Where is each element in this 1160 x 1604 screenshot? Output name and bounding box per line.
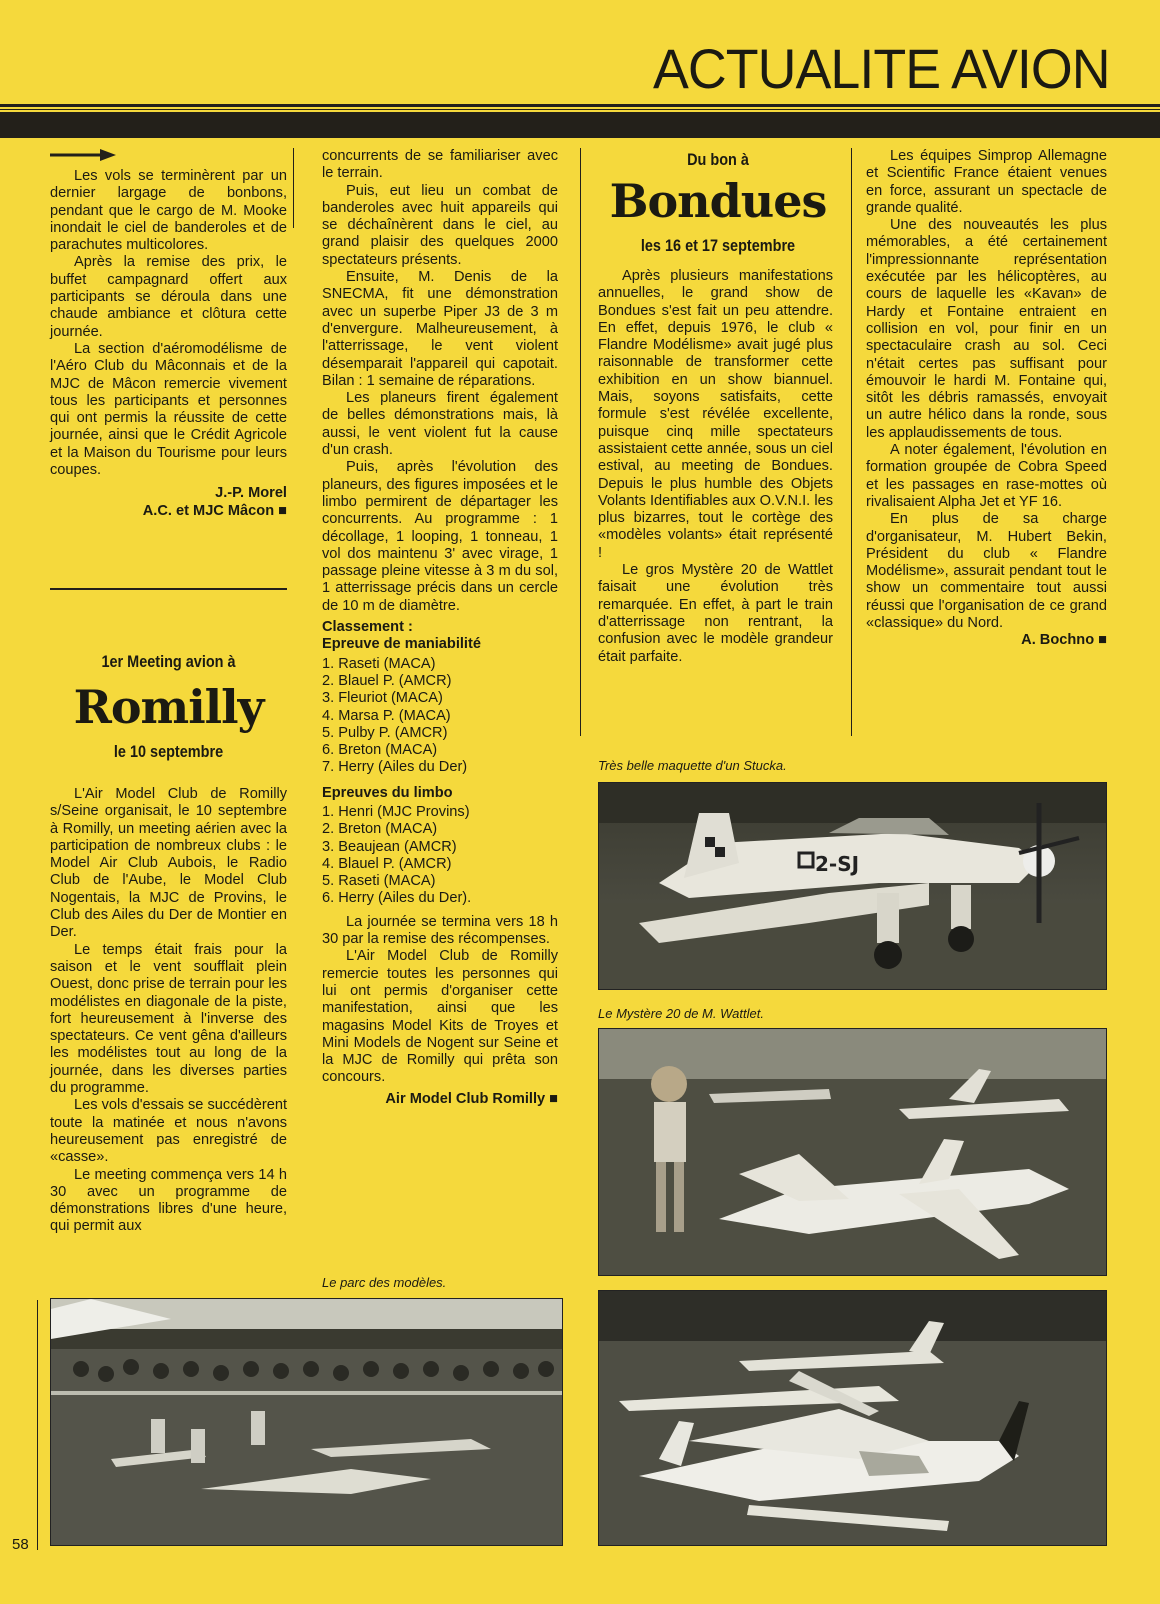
- paragraph: Les vols d'essais se succédèrent toute la matinée et nous n'avons heureusement pas enregistré de «casse».: [50, 1097, 287, 1166]
- classement-heading: Classement :: [322, 619, 413, 636]
- list-item: 4. Blauel P. (AMCR): [322, 855, 452, 872]
- header-rule-thin-2: [0, 109, 1160, 110]
- list-item: 6. Breton (MACA): [322, 742, 438, 759]
- limbo-results: [322, 804, 558, 908]
- romilly-article-continued: [322, 148, 558, 1108]
- parc-photo: [50, 1298, 563, 1546]
- mystere-photo: [598, 1028, 1107, 1276]
- bondues-kicker: Du bon à: [687, 150, 749, 169]
- column-divider-3: [851, 148, 852, 736]
- header-rule-thin: [0, 104, 1160, 107]
- club-signature: A.C. et MJC Mâcon ■: [142, 502, 287, 519]
- paragraph: Une des nouveautés les plus mémorables, a été certainement l'impressionnante représentation exécutée par les hélicoptères, au cours de laquelle les «Kavan» de Hardy et Fontaine entraient en collision en vol, pour finir en un spectaculaire crash au sol. Ceci n'était certes pas suffisant pour émouvoir le hardi M. Fontaine qui, sitôt les débris ramassés, envoyait un autre hélico dans la ronde, sous les applaudissements de tous.: [866, 217, 1107, 441]
- stuka-code: 2-SJ: [815, 852, 860, 876]
- romilly-article: [50, 786, 287, 1236]
- paragraph: Les planeurs firent également de belles démonstrations mais, là aussi, le vent violent fut la cause d'un crash.: [322, 390, 558, 459]
- paragraph: Les vols se terminèrent par un dernier largage de bonbons, pendant que le cargo de M. Mooke inondait le ciel de banderoles et de parachutes multicolores.: [50, 168, 287, 254]
- maniabilite-heading: Epreuve de maniabilité: [322, 636, 481, 653]
- caption-mystere: Le Mystère 20 de M. Wattlet.: [598, 1006, 764, 1021]
- paragraph: A noter également, l'évolution en formation groupée de Cobra Speed et les passages en rase-mottes où rivalisaient Alpha Jet et YF 16.: [866, 442, 1107, 510]
- list-item: 3. Beaujean (AMCR): [322, 838, 457, 855]
- list-item: 2. Breton (MACA): [322, 821, 438, 838]
- list-item: 5. Raseti (MACA): [322, 873, 436, 890]
- list-item: 2. Blauel P. (AMCR): [322, 672, 452, 689]
- paragraph: Après la remise des prix, le buffet campagnard offert aux participants se déroula dans une chaude ambiance et clôtura cette journée.: [50, 254, 287, 340]
- paragraph: En plus de sa charge d'organisateur, M. Hubert Bekin, Président du club « Flandre Modélisme», assurait pendant tout le show un commentaire tout aussi réussi que l'organisation de ce grand «classique» du Nord.: [866, 511, 1107, 632]
- list-item: 7. Herry (Ailes du Der): [322, 759, 468, 776]
- bondues-date: les 16 et 17 septembre: [640, 236, 796, 255]
- list-item: 1. Henri (MJC Provins): [322, 803, 470, 820]
- stuka-photo: [598, 782, 1107, 990]
- maniabilite-results: [322, 656, 558, 777]
- macon-article-end: [50, 168, 287, 520]
- romilly-kicker: 1er Meeting avion à: [101, 652, 236, 671]
- page-number: 58: [12, 1536, 29, 1553]
- paragraph: Puis, après l'évolution des planeurs, des figures imposées et le limbo permirent de départager les concurrents. Au programme : 1 décollage, 1 looping, 1 tonneau, 1 vol dos maintenu 3' avec virage, 1 passage pleine vitesse à 3 m du sol, 1 atterrissage précis dans un cercle de 10 m de diamètre.: [322, 459, 558, 614]
- list-item: 1. Raseti (MACA): [322, 655, 436, 672]
- romilly-title: Romilly: [73, 680, 264, 734]
- paragraph: Le gros Mystère 20 de Wattlet faisait une évolution très remarquée. En effet, à part le train d'atterrissage non rentrant, la confusion avec le modèle grandeur était parfaite.: [598, 562, 833, 665]
- paragraph: concurrents de se familiariser avec le terrain.: [322, 148, 558, 182]
- romilly-date: le 10 septembre: [113, 742, 224, 761]
- list-item: 6. Herry (Ailes du Der).: [322, 890, 472, 907]
- club-signature: Air Model Club Romilly ■: [385, 1090, 558, 1107]
- author-signature: A. Bochno ■: [1021, 632, 1107, 649]
- column-divider-2: [580, 148, 581, 736]
- models-photo: [598, 1290, 1107, 1546]
- paragraph: La journée se termina vers 18 h 30 par la remise des récompenses.: [322, 913, 558, 948]
- limbo-heading: Epreuves du limbo: [322, 784, 453, 801]
- continuation-arrow-icon: [50, 148, 116, 162]
- section-title: ACTUALITE AVION: [653, 37, 1110, 100]
- list-item: 5. Pulby P. (AMCR): [322, 724, 448, 741]
- paragraph: Le meeting commença vers 14 h 30 avec un programme de démonstrations libres d'une heure, qui permit aux: [50, 1166, 287, 1235]
- paragraph: Les équipes Simprop Allemagne et Scientific France étaient venues en force, assurant un spectacle de grande qualité.: [866, 148, 1107, 216]
- caption-stuka: Très belle maquette d'un Stucka.: [598, 758, 787, 773]
- bondues-title: Bondues: [609, 174, 827, 228]
- list-item: 4. Marsa P. (MACA): [322, 707, 451, 724]
- article-separator: [50, 588, 287, 590]
- paragraph: Après plusieurs manifestations annuelles, le grand show de Bondues s'est fait un peu attendre. En effet, depuis 1976, le club « Flandre Modélisme» avait jugé plus raisonnable de transformer cette exhibition en un show biannuel. Mais, soyons satisfaits, cette formule s'est révélée excellente, puisque cinq mille spectateurs assistaient cette année, sous un ciel estival, au meeting de Bondues. Depuis le plus humble des Objets Volants Identifiables aux O.V.N.I. les plus bizarres, tout le cortège des «modèles volants» était représenté !: [598, 268, 833, 561]
- column-divider-left: [37, 1300, 38, 1550]
- bondues-article-continued: [866, 148, 1107, 650]
- caption-parc: Le parc des modèles.: [322, 1275, 447, 1290]
- column-divider-1: [293, 148, 294, 228]
- paragraph: Ensuite, M. Denis de la SNECMA, fit une démonstration avec un superbe Piper J3 de 3 m d'envergure. Malheureusement, à l'atterrissage, le vent violent désemparait l'appareil qui capotait. Bilan : 1 semaine de réparations.: [322, 269, 558, 389]
- paragraph: Puis, eut lieu un combat de banderoles avec huit appareils qui se déchaînèrent dans le ciel, au grand plaisir des quelques 2000 spectateurs présents.: [322, 182, 558, 268]
- paragraph: La section d'aéromodélisme de l'Aéro Club du Mâconnais et de la MJC de Mâcon remercie vivement tous les participants et personnes qui ont permis la réussite de cette journée, ainsi que le Crédit Agricole et la Maison du Tourisme pour leurs coupes.: [50, 340, 287, 479]
- paragraph: L'Air Model Club de Romilly remercie toutes les personnes qui lui ont permis d'organiser cette manifestation, ainsi que les magasins Model Kits de Troyes et Mini Models de Nogent sur Seine et la MJC de Romilly qui prêta son concours.: [322, 948, 558, 1086]
- author-signature: J.-P. Morel: [215, 485, 287, 502]
- bondues-article: [598, 268, 833, 666]
- header-rule-thick: [0, 112, 1160, 138]
- list-item: 3. Fleuriot (MACA): [322, 690, 443, 707]
- paragraph: Le temps était frais pour la saison et le vent soufflait plein Ouest, donc prise de terrain pour les modélistes en diagonale de la piste, fort heureusement à l'inverse des spectateurs. Ce vent gêna d'ailleurs les modélistes tout au long de la journée, dans les diverses parties du programme.: [50, 941, 287, 1097]
- paragraph: L'Air Model Club de Romilly s/Seine organisait, le 10 septembre à Romilly, un meeting aérien avec la participation de nombreux clubs : le Model Air Club Aubois, le Radio Club de l'Aube, le Model Club Nogentais, la MJC de Provins, le Club des Ailes du Der de Montier en Der.: [50, 786, 287, 941]
